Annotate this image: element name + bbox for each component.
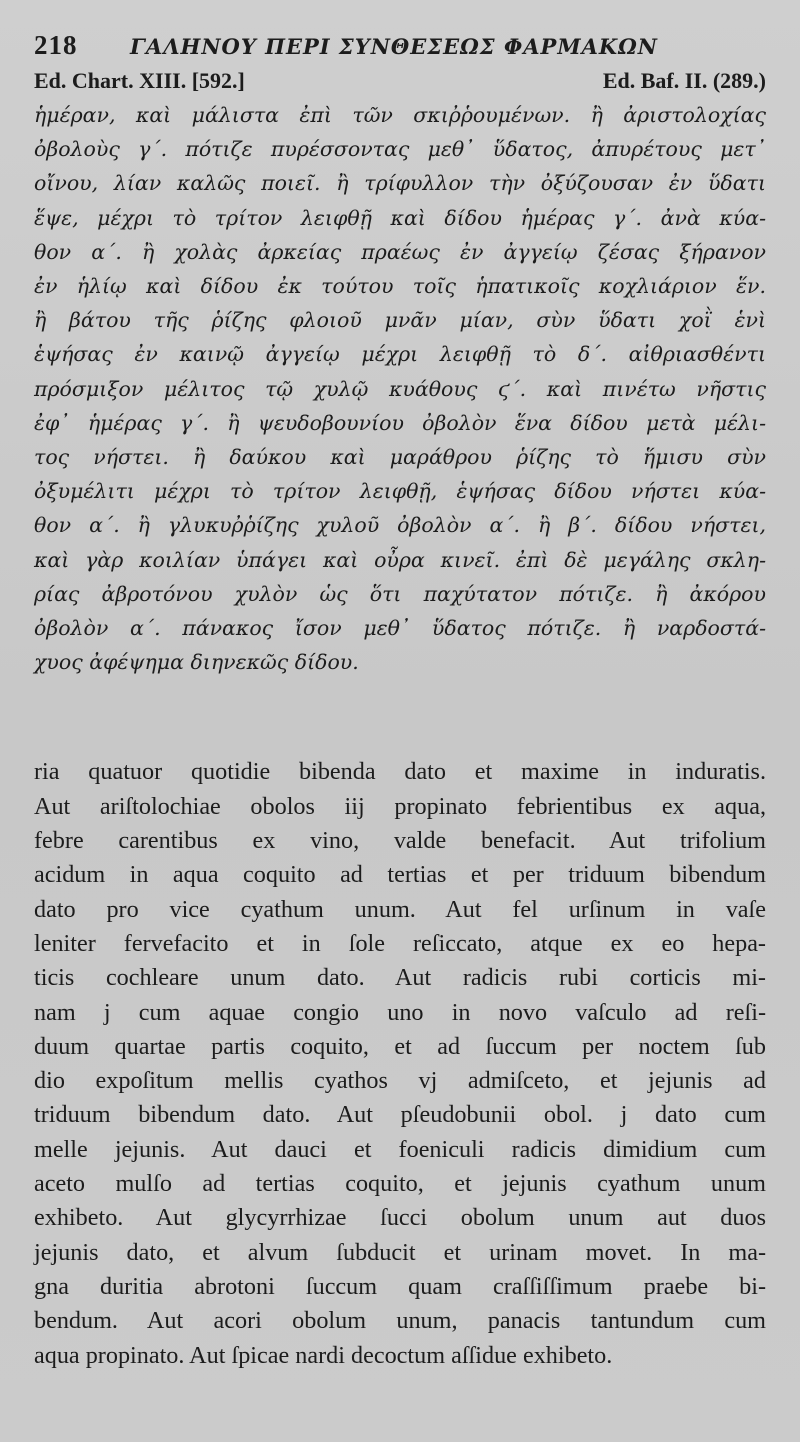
- greek-text: [34, 98, 766, 679]
- greek-line: πρόσμιξον μέλιτος τῷ χυλῷ κυάθους ϛ΄. καὶ πινέτω νῆστις: [34, 376, 766, 401]
- greek-line: ἑψήσας ἐν καινῷ ἀγγείῳ μέχρι λειφθῇ τὸ δ΄. αἰθριασθέντι: [34, 342, 766, 367]
- greek-line: χυος ἀφέψημα διηνεκῶς δίδου.: [34, 650, 359, 675]
- greek-line: ἢ βάτου τῆς ῥίζης φλοιοῦ μνᾶν μίαν, σὺν ὕδατι χοῒ ἑνὶ: [34, 308, 766, 333]
- greek-line: ἐν ἡλίῳ καὶ δίδου ἐκ τούτου τοῖς ἡπατικοῖς κοχλιάριον ἕν.: [34, 274, 766, 299]
- greek-line: ὀβολοὺς γ΄. πότιζε πυρέσσοντας μεθ᾽ ὕδατος, ἀπυρέτους μετ᾽: [34, 137, 766, 162]
- latin-line: aqua propinato. Aut ſpicae nardi decoctum aſſidue exhibeto.: [34, 1341, 613, 1369]
- edition-references: [34, 68, 766, 98]
- edition-chartier: Ed. Chart. XIII. [592.]: [34, 68, 245, 93]
- greek-line: θον α΄. ἢ χολὰς ἀρκείας πραέως ἐν ἀγγείῳ ζέσας ξήρανον: [34, 239, 766, 264]
- greek-line: ἕψε, μέχρι τὸ τρίτον λειφθῇ καὶ δίδου ἡμέρας γ΄. ἀνὰ κύα-: [34, 205, 766, 230]
- greek-line: ὀξυμέλιτι μέχρι τὸ τρίτον λειφθῇ, ἑψήσας δίδου νήστει κύα-: [34, 479, 766, 504]
- latin-line: febre carentibus ex vino, valde benefacit. Aut trifolium: [34, 827, 766, 855]
- latin-line: dato pro vice cyathum unum. Aut fel urſinum in vaſe: [34, 895, 766, 923]
- latin-line: ria quatuor quotidie bibenda dato et maxime in induratis.: [34, 758, 766, 786]
- greek-line: οἴνου, λίαν καλῶς ποιεῖ. ἢ τρίφυλλον τὴν ὀξύζουσαν ἐν ὕδατι: [34, 171, 766, 196]
- latin-line: dio expoſitum mellis cyathos vj admiſceto, et jejunis ad: [34, 1067, 766, 1095]
- latin-line: bendum. Aut acori obolum unum, panacis tantundum cum: [34, 1307, 766, 1335]
- greek-line: καὶ γὰρ κοιλίαν ὑπάγει καὶ οὖρα κινεῖ. ἐπὶ δὲ μεγάλης σκλη-: [34, 547, 766, 572]
- greek-line: τος νήστει. ἢ δαύκου καὶ μαράθρου ῥίζης τὸ ἥμισυ σὺν: [34, 445, 766, 470]
- latin-line: Aut ariſtolochiae obolos iij propinato febrientibus ex aqua,: [34, 792, 766, 820]
- running-title: ΓΑΛΗΝΟΥ ΠΕΡΙ ΣΥΝΘΕΣΕΩΣ ΦΑΡΜΑΚΩΝ: [130, 34, 658, 59]
- latin-line: nam j cum aquae congio uno in novo vaſculo ad reſi-: [34, 998, 766, 1026]
- latin-line: leniter fervefacito et in ſole reſiccato, atque ex eo hepa-: [34, 929, 766, 957]
- greek-line: ὀβολὸν α΄. πάνακος ἴσον μεθ᾽ ὕδατος πότιζε. ἢ ναρδοστά-: [34, 616, 766, 641]
- latin-line: melle jejunis. Aut dauci et foeniculi radicis dimidium cum: [34, 1135, 766, 1163]
- latin-line: gna duritia abrotoni ſuccum quam craſſiſſimum praebe bi-: [34, 1272, 766, 1300]
- greek-line: ἐφ᾽ ἡμέρας γ΄. ἢ ψευδοβουνίου ὀβολὸν ἕνα δίδου μετὰ μέλι-: [34, 410, 766, 435]
- greek-line: θον α΄. ἢ γλυκυῤῥίζης χυλοῦ ὀβολὸν α΄. ἢ β΄. δίδου νήστει,: [34, 513, 766, 538]
- show-through-text: [34, 673, 766, 717]
- latin-line: jejunis dato, et alvum ſubducit et urinam movet. In ma-: [34, 1238, 766, 1266]
- page-number: 218: [34, 30, 78, 60]
- latin-text: [34, 755, 766, 1372]
- latin-line: triduum bibendum dato. Aut pſeudobunii obol. j dato cum: [34, 1101, 766, 1129]
- latin-line: duum quartae partis coquito, et ad ſuccum per noctem ſub: [34, 1032, 766, 1060]
- latin-line: aceto mulſo ad tertias coquito, et jejunis cyathum unum: [34, 1170, 766, 1198]
- running-head: [34, 30, 766, 66]
- greek-line: ἡμέραν, καὶ μάλιστα ἐπὶ τῶν σκιῤῥουμένων. ἢ ἀριστολοχίας: [34, 103, 766, 127]
- edition-basel: Ed. Baf. II. (289.): [602, 68, 766, 93]
- greek-line: ρίας ἀβροτόνου χυλὸν ὡς ὅτι παχύτατον πότιζε. ἢ ἀκόρου: [34, 581, 766, 606]
- latin-line: exhibeto. Aut glycyrrhizae ſucci obolum unum aut duos: [34, 1204, 766, 1232]
- latin-line: acidum in aqua coquito ad tertias et per triduum bibendum: [34, 861, 766, 889]
- latin-line: ticis cochleare unum dato. Aut radicis rubi corticis mi-: [34, 964, 766, 992]
